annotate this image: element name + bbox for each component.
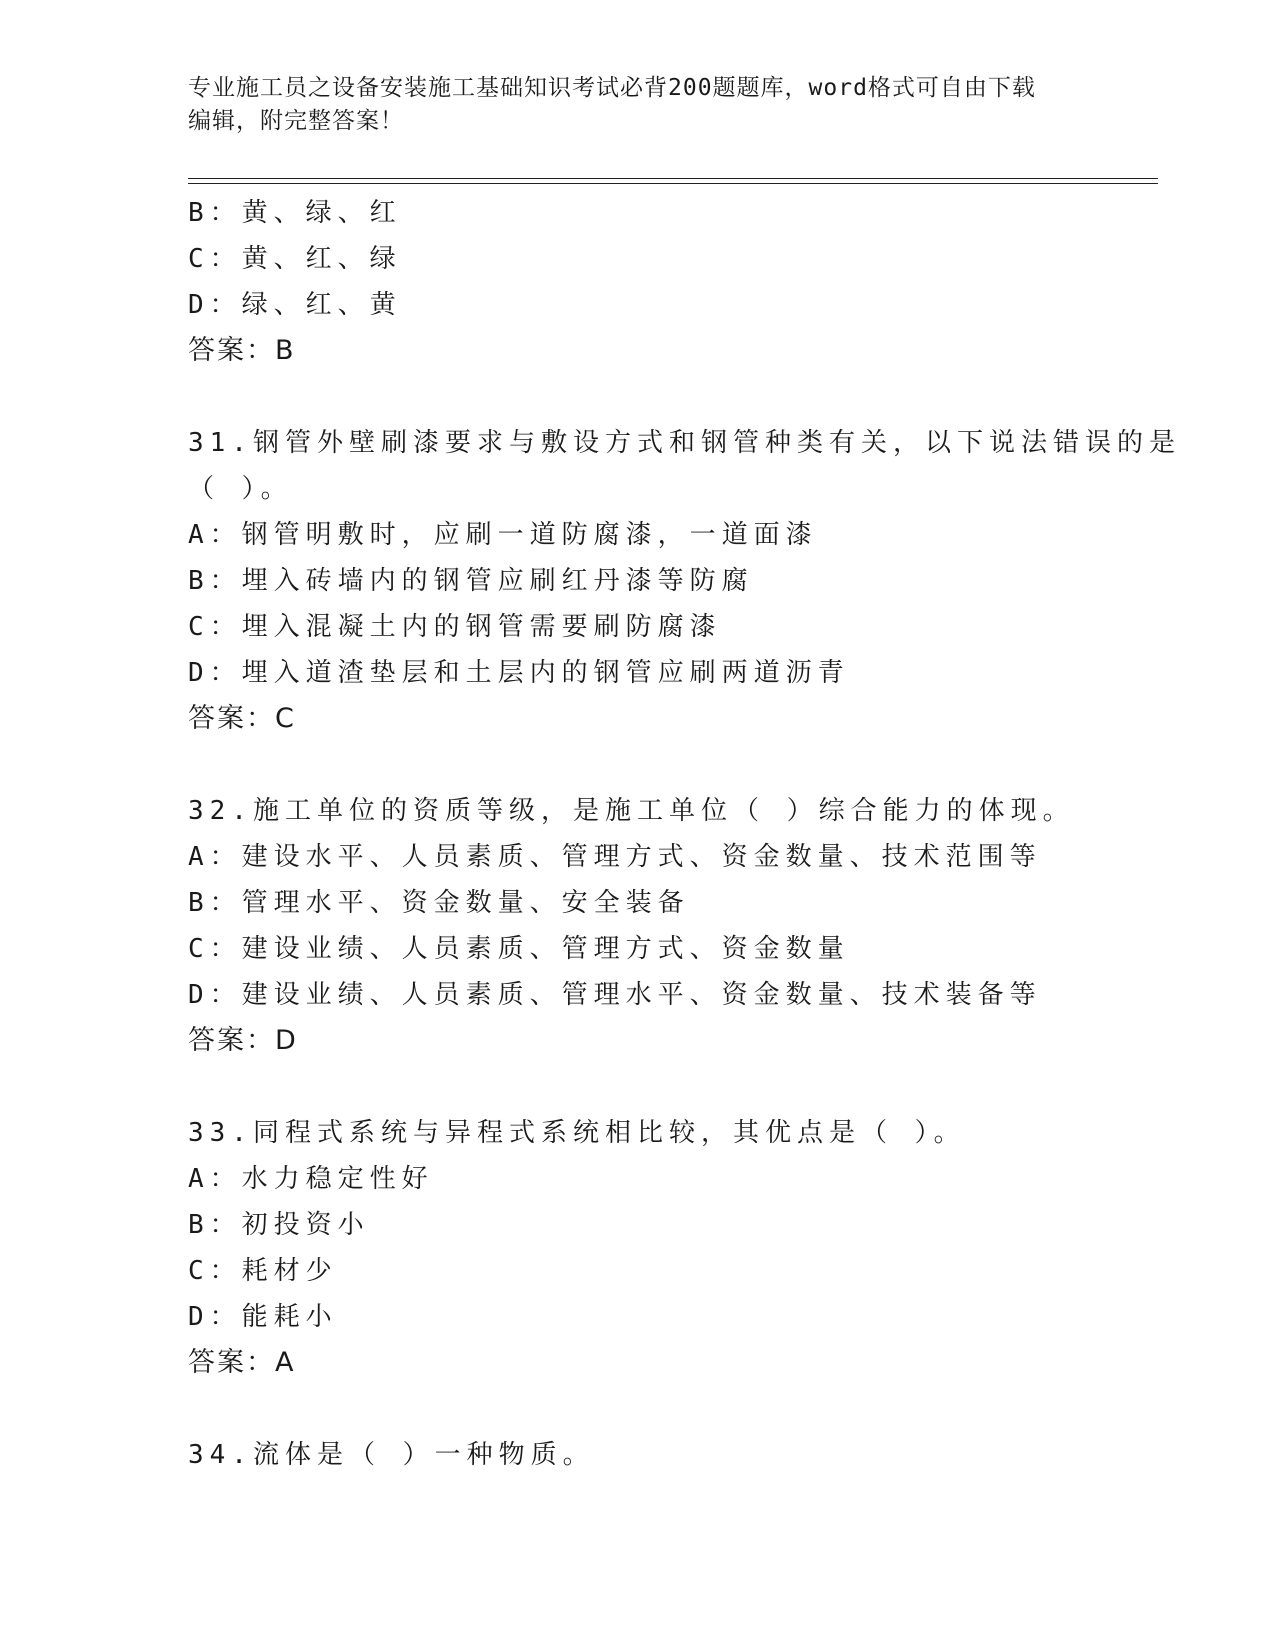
q34-stem: 34.流体是（ ）一种物质。 bbox=[188, 1440, 595, 1470]
q30-answer: 答案：B bbox=[188, 335, 296, 366]
q31-option-b: B：埋入砖墙内的钢管应刷红丹漆等防腐 bbox=[188, 566, 754, 596]
q30-option-c: C：黄、红、绿 bbox=[188, 244, 402, 274]
q33-stem: 33.同程式系统与异程式系统相比较，其优点是（ ）。 bbox=[188, 1118, 966, 1148]
question-31 bbox=[188, 420, 1181, 742]
q32-stem: 32.施工单位的资质等级，是施工单位（ ）综合能力的体现。 bbox=[188, 796, 1075, 826]
q31-option-c: C：埋入混凝土内的钢管需要刷防腐漆 bbox=[188, 612, 722, 642]
q33-option-a: A：水力稳定性好 bbox=[188, 1164, 434, 1194]
q33-answer: 答案：A bbox=[188, 1347, 296, 1378]
document-header bbox=[188, 72, 1068, 138]
question-32 bbox=[188, 788, 1088, 1064]
q31-stem-line-2: （ ）。 bbox=[188, 474, 293, 504]
header-rule-bottom bbox=[188, 183, 1158, 184]
question-33 bbox=[188, 1110, 1088, 1386]
q30-option-b: B：黄、绿、红 bbox=[188, 198, 402, 228]
q30-option-d: D：绿、红、黄 bbox=[188, 290, 402, 320]
q31-option-a: A：钢管明敷时，应刷一道防腐漆，一道面漆 bbox=[188, 520, 818, 550]
question-34 bbox=[188, 1432, 1088, 1478]
q32-option-a: A：建设水平、人员素质、管理方式、资金数量、技术范围等 bbox=[188, 842, 1042, 872]
header-title-line-2: 编辑，附完整答案！ bbox=[188, 108, 404, 134]
q33-option-b: B：初投资小 bbox=[188, 1210, 370, 1240]
spacer bbox=[188, 374, 1088, 420]
q32-option-b: B：管理水平、资金数量、安全装备 bbox=[188, 888, 690, 918]
spacer bbox=[188, 742, 1088, 788]
q32-option-c: C：建设业绩、人员素质、管理方式、资金数量 bbox=[188, 934, 850, 964]
spacer bbox=[188, 1064, 1088, 1110]
question-list bbox=[188, 190, 1181, 1478]
q32-option-d: D：建设业绩、人员素质、管理水平、资金数量、技术装备等 bbox=[188, 980, 1042, 1010]
header-rule-top bbox=[188, 178, 1158, 179]
question-30-continued bbox=[188, 190, 1088, 374]
q31-answer: 答案：C bbox=[188, 703, 296, 734]
q32-answer: 答案：D bbox=[188, 1025, 298, 1056]
q33-option-d: D：能耗小 bbox=[188, 1302, 338, 1332]
q31-stem-line-1: 31.钢管外壁刷漆要求与敷设方式和钢管种类有关，以下说法错误的是 bbox=[188, 428, 1181, 458]
q31-option-d: D：埋入道渣垫层和土层内的钢管应刷两道沥青 bbox=[188, 658, 850, 688]
q33-option-c: C：耗材少 bbox=[188, 1256, 338, 1286]
spacer bbox=[188, 1386, 1088, 1432]
header-title-line-1: 专业施工员之设备安装施工基础知识考试必背200题题库，word格式可自由下载 bbox=[188, 75, 1036, 101]
